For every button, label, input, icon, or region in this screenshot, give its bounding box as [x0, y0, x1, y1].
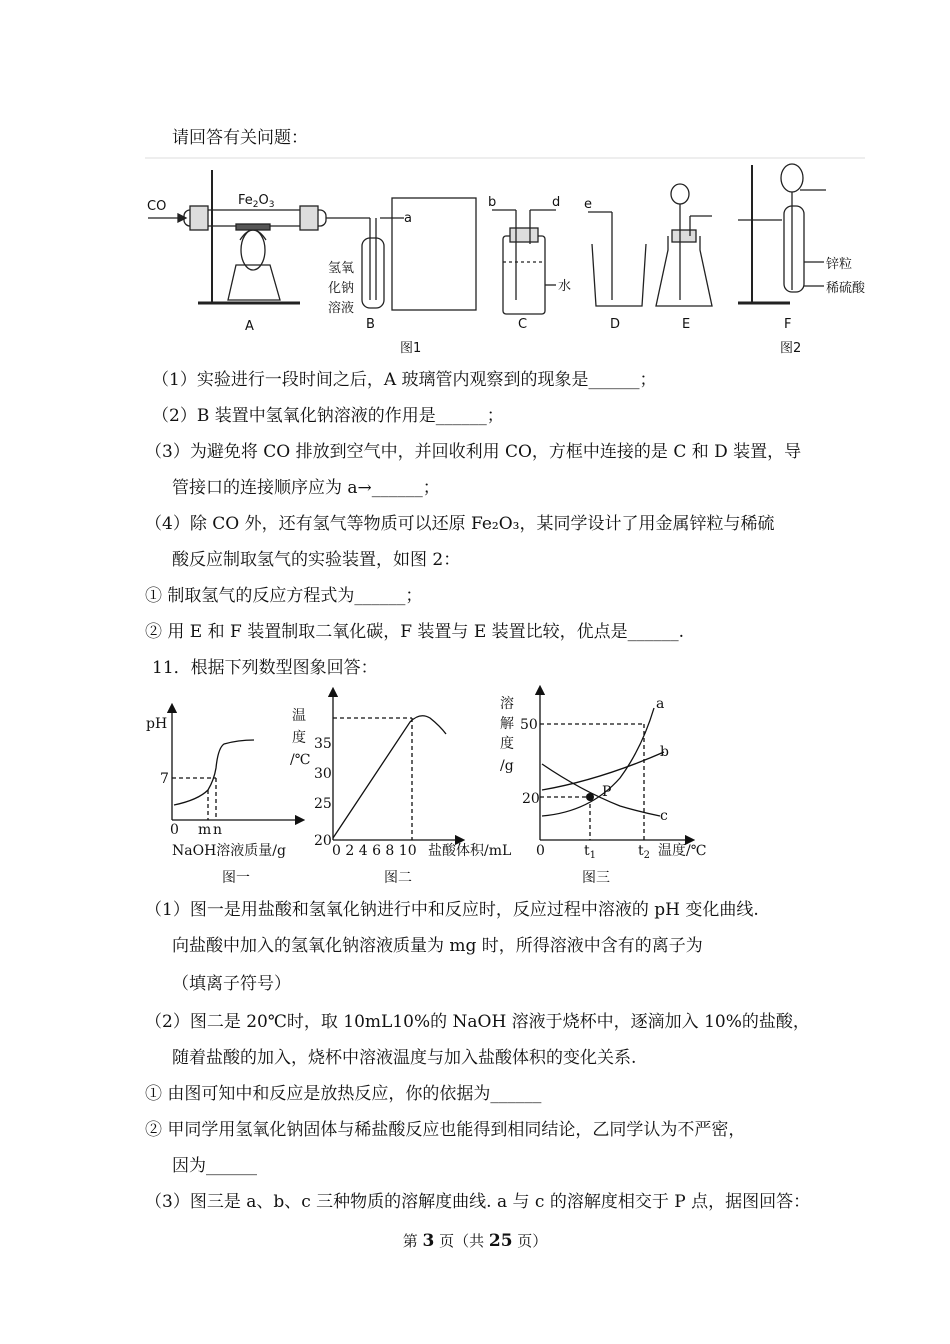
footer-total-pages: 25 — [488, 1231, 513, 1251]
g2-ytick-30: 30 — [314, 766, 332, 782]
g3-ylabel-1: 溶 — [500, 696, 514, 712]
co-label: CO — [147, 199, 167, 214]
q10-line-8: ② 用 E 和 F 装置制取二氧化碳，F 装置与 E 装置比较，优点是______. — [145, 622, 685, 642]
intro-text: 请回答有关问题： — [172, 128, 308, 148]
g3-xlabel: 温度/℃ — [658, 843, 707, 859]
g3-ylabel-2: 解 — [500, 716, 514, 732]
naoh-label-3: 溶液 — [328, 301, 355, 316]
device-label-d: D — [610, 317, 621, 332]
footer-page-number: 3 — [422, 1231, 435, 1251]
naoh-label-1: 氢氧 — [328, 261, 355, 276]
q10-line-1: （1）实验进行一段时间之后，A 玻璃管内观察到的现象是______； — [152, 370, 657, 390]
q11-line-2: 向盐酸中加入的氢氧化钠溶液质量为 mg 时，所得溶液中含有的离子为 — [172, 936, 703, 956]
q10-line-5: （4）除 CO 外，还有氢气等物质可以还原 Fe₂O₃，某同学设计了用金属锌粒与稀硫 — [145, 514, 775, 534]
naoh-label-2: 化钠 — [328, 281, 355, 296]
q10-line-7: ① 制取氢气的反应方程式为______； — [145, 586, 423, 606]
g3-y50: 50 — [520, 717, 538, 733]
q10-line-6: 酸反应制取氢气的实验装置，如图 2： — [172, 550, 461, 570]
g2-ytick-35: 35 — [314, 736, 332, 752]
q11-line-3: （填离子符号） — [172, 974, 291, 994]
g2-xlabel: 盐酸体积/mL — [428, 843, 512, 859]
port-b: b — [488, 195, 497, 210]
g2-ytick-20: 20 — [314, 833, 332, 849]
q10-line-4: 管接口的连接顺序应为 a→______； — [172, 478, 440, 498]
q10-line-2: （2）B 装置中氢氧化钠溶液的作用是______； — [152, 406, 504, 426]
q11-line-7: ② 甲同学用氢氧化钠固体与稀盐酸反应也能得到相同结论，乙同学认为不严密， — [145, 1120, 746, 1140]
g3-y20: 20 — [522, 791, 540, 807]
g3-ylabel-4: /g — [500, 758, 514, 774]
figure1-caption: 图1 — [400, 341, 422, 356]
g3-t1: $t_1$ — [584, 843, 597, 861]
g2-ylabel-2: 度 — [292, 730, 306, 746]
q11-line-5: 随着盐酸的加入，烧杯中溶液温度与加入盐酸体积的变化关系. — [172, 1048, 637, 1068]
device-label-a: A — [245, 319, 254, 334]
q10-line-3: （3）为避免将 CO 排放到空气中，并回收利用 CO，方框中连接的是 C 和 D 装置，导 — [145, 442, 802, 462]
q11-line-6: ① 由图可知中和反应是放热反应，你的依据为______ — [145, 1084, 542, 1104]
acid-label: 稀硫酸 — [826, 281, 866, 296]
g3-caption: 图三 — [582, 870, 610, 886]
g3-point-p-label: P — [602, 784, 612, 800]
temperature-curve — [333, 716, 446, 838]
point-p-marker — [586, 793, 594, 801]
q11-line-1: （1）图一是用盐酸和氢氧化钠进行中和反应时，反应过程中溶液的 pH 变化曲线. — [145, 900, 759, 920]
g1-xlabel: NaOH溶液质量/g — [172, 843, 286, 859]
g3-curve-c-label: c — [660, 808, 668, 824]
footer-mid: 页（共 — [434, 1232, 489, 1250]
g1-x0: 0 — [170, 822, 179, 838]
g3-curve-a-label: a — [656, 696, 665, 712]
g3-x0: 0 — [536, 843, 545, 859]
g2-ylabel-1: 温 — [292, 708, 306, 724]
q11-line-9: （3）图三是 a、b、c 三种物质的溶解度曲线. a 与 c 的溶解度相交于 P 点，据图回答： — [145, 1192, 811, 1212]
device-label-e: E — [682, 317, 691, 332]
g1-xn: n — [213, 822, 223, 838]
page-footer — [0, 1230, 950, 1251]
q11-line-8: 因为______ — [172, 1156, 257, 1176]
g1-y7: 7 — [160, 771, 169, 787]
g3-curve-b-label: b — [660, 744, 669, 760]
water-label: 水 — [558, 279, 572, 294]
g2-caption: 图二 — [384, 870, 412, 886]
ph-curve — [174, 740, 254, 805]
g3-t2: $t_2$ — [638, 843, 651, 861]
g3-ylabel-3: 度 — [500, 736, 514, 752]
footer-pre: 第 — [402, 1232, 423, 1250]
device-label-c: C — [518, 317, 528, 332]
zinc-label: 锌粒 — [826, 257, 853, 272]
g2-ylabel-3: /℃ — [290, 752, 311, 768]
footer-post: 页） — [512, 1232, 548, 1250]
g2-xticks: 0 2 4 6 8 10 — [332, 843, 417, 859]
q11-line-4: （2）图二是 20℃时，取 10mL10%的 NaOH 溶液于烧杯中，逐滴加入 10%的盐酸， — [145, 1012, 810, 1032]
port-e: e — [584, 197, 592, 212]
port-a: a — [404, 211, 412, 226]
curve-c — [542, 764, 660, 816]
q11-title: 11．根据下列数型图象回答： — [152, 658, 378, 678]
g2-ytick-25: 25 — [314, 796, 332, 812]
port-d: d — [552, 195, 561, 210]
fe2o3-label: $Fe_2O_3$ — [238, 193, 275, 210]
device-label-f: F — [784, 317, 792, 332]
device-label-b: B — [366, 317, 375, 332]
g1-ylabel: pH — [146, 716, 168, 732]
figure2-caption: 图2 — [780, 341, 802, 356]
g1-caption: 图一 — [222, 870, 250, 886]
g1-xm: m — [198, 822, 212, 838]
